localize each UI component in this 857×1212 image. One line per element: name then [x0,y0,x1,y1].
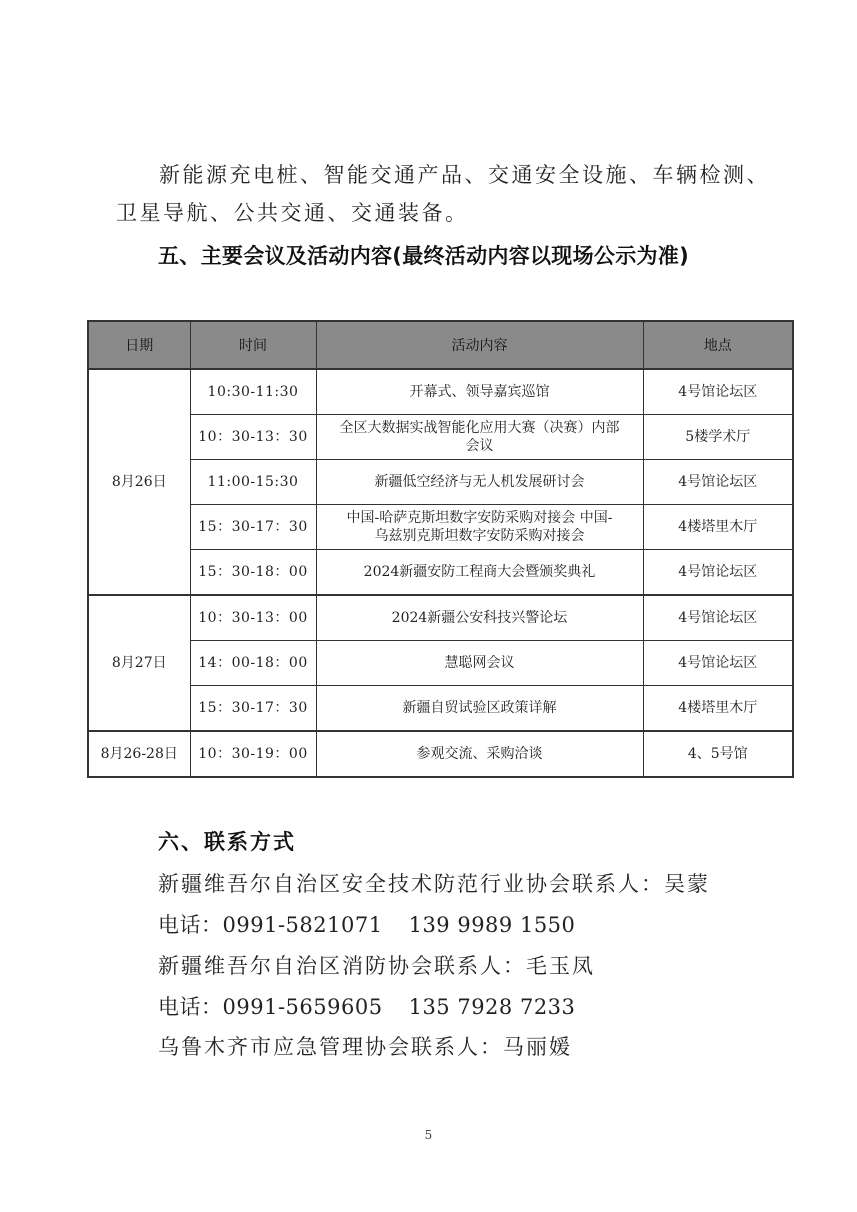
activity-cell: 中国-哈萨克斯坦数字安防采购对接会 中国-乌兹别克斯坦数字安防采购对接会 [316,505,643,550]
contact-org-2: 新疆维吾尔自治区消防协会联系人：毛玉凤 [158,954,595,978]
location-cell: 4楼塔里木厅 [643,505,793,550]
header-activity: 活动内容 [316,321,643,369]
location-cell: 4号馆论坛区 [643,460,793,505]
activity-cell: 新疆自贸试验区政策详解 [316,686,643,732]
table-row [88,550,793,596]
table-header-row [88,321,793,369]
activity-cell: 参观交流、采购洽谈 [316,731,643,777]
phone-label: 电话： [158,995,223,1019]
intro-line-2: 卫星导航、公共交通、交通装备。 [116,201,469,225]
location-cell: 4号馆论坛区 [643,595,793,641]
table-row [88,415,793,460]
date-cell: 8月26日 [88,369,190,595]
section-5-title: 五、主要会议及活动内容(最终活动内容以现场公示为准) [158,244,689,268]
date-cell: 8月26-28日 [88,731,190,777]
activity-cell: 新疆低空经济与无人机发展研讨会 [316,460,643,505]
page-number: 5 [424,1128,433,1142]
location-cell: 4号馆论坛区 [643,550,793,596]
time-cell: 14：00-18：00 [190,641,316,686]
contact-org-3: 乌鲁木齐市应急管理协会联系人：马丽媛 [158,1035,572,1059]
time-cell: 15：30-18：00 [190,550,316,596]
time-cell: 10：30-13：00 [190,595,316,641]
table-row [88,686,793,732]
location-cell: 4、5号馆 [643,731,793,777]
table-row [88,369,793,415]
date-cell: 8月27日 [88,595,190,731]
activity-cell: 开幕式、领导嘉宾巡馆 [316,369,643,415]
section-6-title: 六、联系方式 [158,830,296,854]
phone-mobile: 139 9989 1550 [408,913,576,937]
time-cell: 10：30-13：30 [190,415,316,460]
phone-label: 电话： [158,913,223,937]
time-cell: 10：30-19：00 [190,731,316,777]
phone-landline: 0991-5821071 [222,913,383,937]
phone-landline: 0991-5659605 [222,995,383,1019]
activity-cell: 慧聪网会议 [316,641,643,686]
schedule-table [87,320,794,778]
time-cell: 15：30-17：30 [190,686,316,732]
time-cell: 11:00-15:30 [190,460,316,505]
location-cell: 5楼学术厅 [643,415,793,460]
table-row [88,731,793,777]
header-date: 日期 [88,321,190,369]
time-cell: 10:30-11:30 [190,369,316,415]
contact-org-1: 新疆维吾尔自治区安全技术防范行业协会联系人：吴蒙 [158,872,710,896]
phone-mobile: 135 7928 7233 [408,995,576,1019]
location-cell: 4号馆论坛区 [643,369,793,415]
table-row [88,460,793,505]
contact-phone-1 [158,915,575,936]
table-row [88,641,793,686]
table-row [88,505,793,550]
time-cell: 15：30-17：30 [190,505,316,550]
activity-cell: 全区大数据实战智能化应用大赛（决赛）内部会议 [316,415,643,460]
intro-line-1: 新能源充电桩、智能交通产品、交通安全设施、车辆检测、 [159,163,770,187]
location-cell: 4楼塔里木厅 [643,686,793,732]
contact-phone-2 [158,997,575,1018]
header-location: 地点 [643,321,793,369]
table-row [88,595,793,641]
activity-cell: 2024新疆安防工程商大会暨颁奖典礼 [316,550,643,596]
location-cell: 4号馆论坛区 [643,641,793,686]
activity-cell: 2024新疆公安科技兴警论坛 [316,595,643,641]
header-time: 时间 [190,321,316,369]
